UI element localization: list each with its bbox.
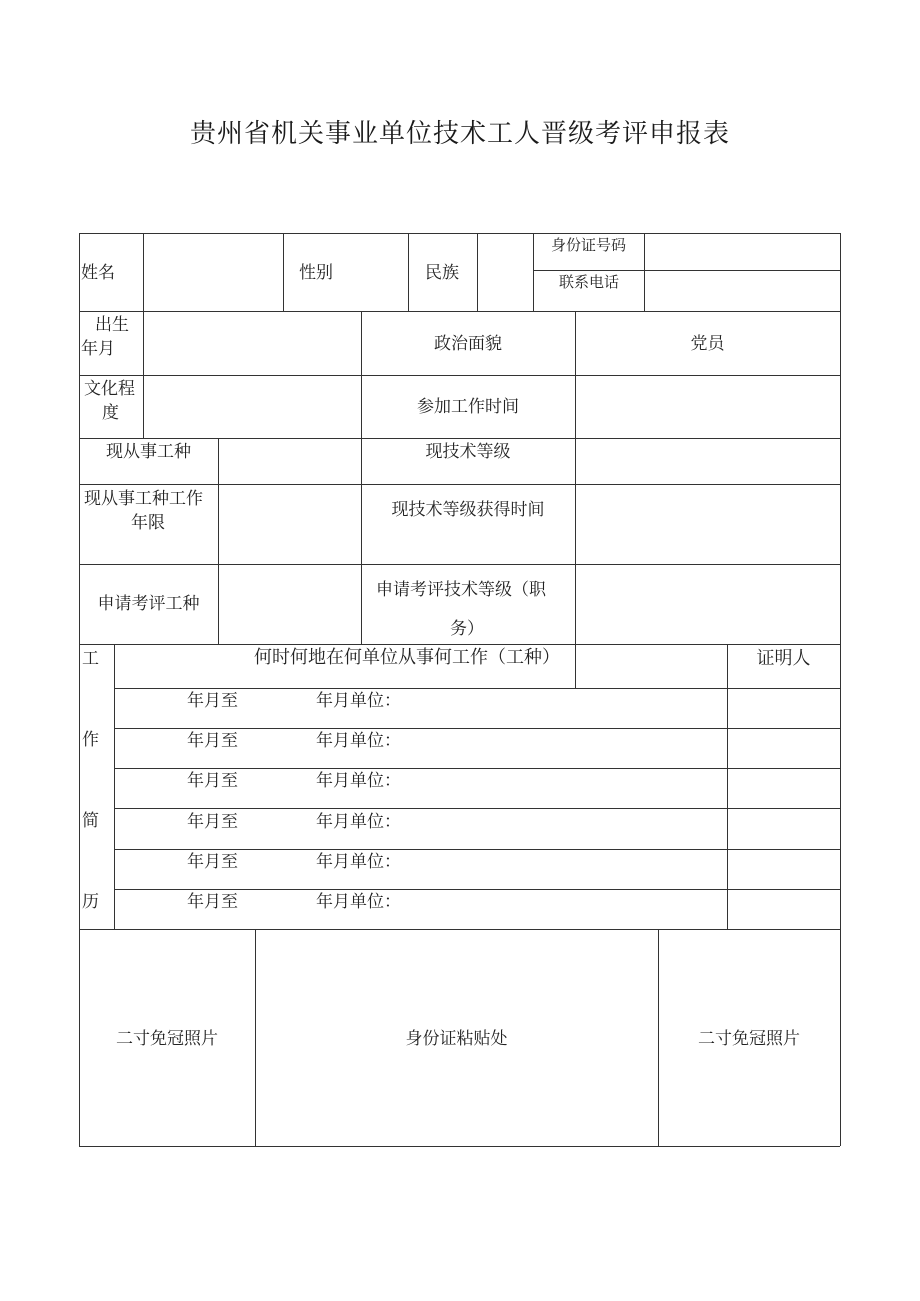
col-divider bbox=[143, 233, 144, 311]
resume-row-from: 年月至 bbox=[187, 892, 238, 912]
current-grade-label: 现技术等级 bbox=[425, 442, 511, 462]
apply-grade-label: 申请考评技术等级（职 bbox=[376, 580, 546, 600]
table-border-left bbox=[79, 233, 80, 1146]
work-start-label: 参加工作时间 bbox=[417, 397, 519, 417]
col-divider bbox=[283, 233, 284, 311]
resume-side-char: 历 bbox=[82, 892, 99, 912]
col-divider bbox=[143, 311, 144, 438]
resume-side-char: 简 bbox=[82, 811, 99, 831]
witness-label: 证明人 bbox=[756, 648, 811, 669]
col-divider bbox=[218, 438, 219, 644]
resume-row-from: 年月至 bbox=[187, 731, 238, 751]
row-divider bbox=[114, 808, 840, 809]
form-title: 贵州省机关事业单位技术工人晋级考评申报表 bbox=[189, 119, 730, 149]
birth-label: 出生 bbox=[95, 315, 129, 335]
education-label: 文化程 bbox=[84, 379, 135, 399]
resume-side-char: 作 bbox=[82, 730, 99, 750]
resume-row-from: 年月至 bbox=[187, 691, 238, 711]
col-divider bbox=[644, 233, 645, 311]
apply-grade-label-line2: 务） bbox=[450, 619, 484, 639]
photo-area-right: 二寸免冠照片 bbox=[698, 1029, 800, 1049]
col-divider bbox=[361, 311, 362, 644]
resume-row-to: 年月单位： bbox=[316, 892, 401, 912]
col-divider bbox=[114, 644, 115, 929]
current-trade-label: 现从事工种 bbox=[106, 442, 191, 462]
resume-side-char: 工 bbox=[82, 649, 99, 669]
id-number-label: 身份证号码 bbox=[551, 236, 627, 254]
resume-row-from: 年月至 bbox=[187, 771, 238, 791]
row-divider bbox=[79, 438, 840, 439]
table-border-right bbox=[840, 233, 841, 1146]
birth-label-line2: 年月 bbox=[81, 339, 115, 359]
name-label: 姓名 bbox=[81, 263, 115, 283]
col-divider bbox=[408, 233, 409, 311]
row-divider bbox=[79, 644, 840, 645]
id-card-paste-area: 身份证粘贴处 bbox=[405, 1029, 508, 1049]
row-divider bbox=[79, 375, 840, 376]
resume-row-from: 年月至 bbox=[187, 812, 238, 832]
resume-row-to: 年月单位： bbox=[316, 812, 401, 832]
resume-row-from: 年月至 bbox=[187, 852, 238, 872]
col-divider bbox=[533, 233, 534, 311]
political-status-value: 党员 bbox=[690, 334, 725, 354]
row-divider bbox=[79, 484, 840, 485]
resume-header: 何时何地在何单位从事何工作（工种） bbox=[254, 647, 560, 668]
education-label-line2: 度 bbox=[102, 403, 119, 423]
resume-row-to: 年月单位： bbox=[316, 771, 401, 791]
col-divider bbox=[727, 644, 728, 929]
phone-label: 联系电话 bbox=[559, 273, 620, 291]
resume-row-to: 年月单位： bbox=[316, 691, 401, 711]
col-divider bbox=[575, 311, 576, 688]
row-divider bbox=[79, 929, 840, 930]
political-status-label: 政治面貌 bbox=[434, 334, 502, 354]
ethnicity-label: 民族 bbox=[425, 263, 459, 283]
resume-row-to: 年月单位： bbox=[316, 731, 401, 751]
trade-years-label-line2: 年限 bbox=[131, 513, 165, 533]
gender-label: 性别 bbox=[299, 263, 333, 283]
col-divider bbox=[477, 233, 478, 311]
grade-time-label: 现技术等级获得时间 bbox=[391, 500, 545, 520]
trade-years-label: 现从事工种工作 bbox=[84, 489, 203, 509]
row-divider bbox=[79, 311, 840, 312]
resume-row-to: 年月单位： bbox=[316, 852, 401, 872]
photo-area-left: 二寸免冠照片 bbox=[116, 1029, 218, 1049]
row-divider bbox=[79, 564, 840, 565]
apply-trade-label: 申请考评工种 bbox=[97, 594, 200, 614]
table-border-bottom bbox=[79, 1146, 840, 1147]
table-border-top bbox=[79, 233, 840, 234]
